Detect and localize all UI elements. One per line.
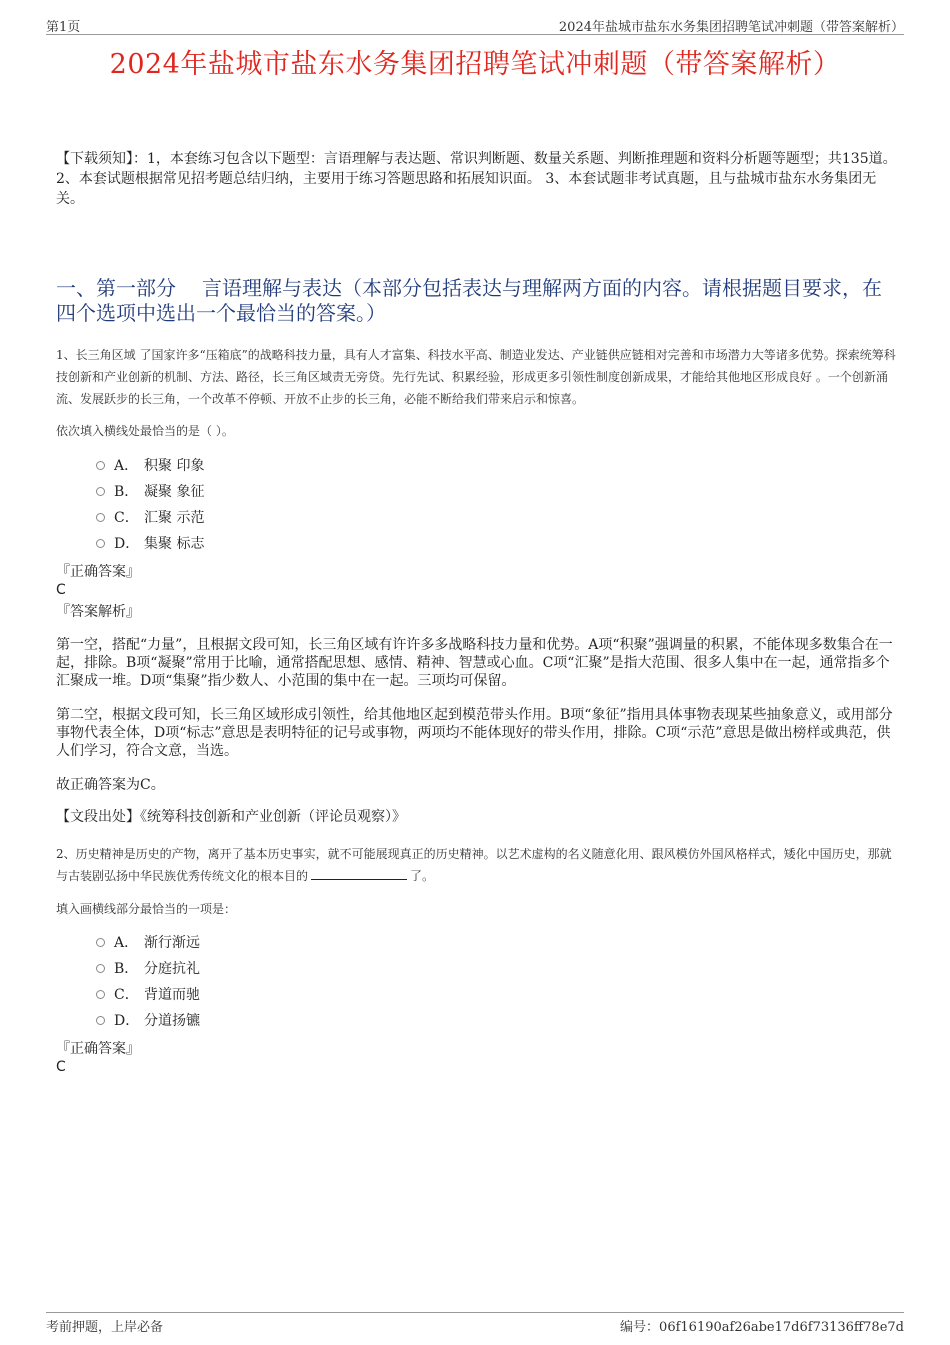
footer-slogan: 考前押题，上岸必备	[46, 1320, 164, 1335]
radio-icon[interactable]	[96, 990, 105, 999]
option-a[interactable]: A． 渐行渐远	[96, 929, 200, 955]
page-number: 第1页	[46, 20, 81, 35]
option-c[interactable]: C． 背道而驰	[96, 981, 200, 1007]
radio-icon[interactable]	[96, 539, 105, 548]
radio-icon[interactable]	[96, 938, 105, 947]
answer-value: C	[56, 582, 66, 598]
question-2-text: 2、历史精神是历史的产物，离开了基本历史事实，就不可能展现真正的历史精神。以艺术虚构的名义随意化用、跟风模仿外国风格样式，矮化中国历史，那就与古装剧弘扬中华民族优秀传统文化的根本目的 了。	[56, 847, 892, 883]
blank-line	[311, 867, 407, 880]
radio-icon[interactable]	[96, 461, 105, 470]
option-b[interactable]: B． 分庭抗礼	[96, 955, 200, 981]
source-citation: 【文段出处】《统筹科技创新和产业创新（评论员观察）》	[56, 809, 406, 825]
option-d[interactable]: D． 分道扬镳	[96, 1007, 200, 1033]
radio-icon[interactable]	[96, 1016, 105, 1025]
radio-icon[interactable]	[96, 487, 105, 496]
option-d[interactable]: D． 集聚 标志	[96, 530, 204, 556]
serial-number: 编号：06f16190af26abe17d6f73136ff78e7d	[620, 1320, 904, 1335]
analysis-paragraph-2: 第二空，根据文段可知，长三角区域形成引领性，给其他地区起到模范带头作用。B项“象征”指用具体事物表现某些抽象意义，或用部分事物代表全体，D项“标志”意思是表明特征的记号或事物，两项均不能体现好的带头作用，排除。C项“示范”意思是做出榜样或典范，供人们学习，符合文意，当选。	[56, 707, 893, 759]
download-notice: 【下载须知】：1，本套练习包含以下题型：言语理解与表达题、常识判断题、数量关系题、判断推理题和资料分析题等题型；共135道。 2、本套试题根据常见招考题总结归纳，主要用于练习答题思路和拓展知识面。 3、本套试题非考试真题，且与盐城市盐东水务集团无关。	[56, 151, 897, 207]
radio-icon[interactable]	[96, 513, 105, 522]
analysis-conclusion: 故正确答案为C。	[56, 777, 165, 793]
radio-icon[interactable]	[96, 964, 105, 973]
page-header	[46, 14, 904, 35]
answer-value: C	[56, 1059, 66, 1075]
answer-label: 『正确答案』	[56, 564, 140, 580]
option-a[interactable]: A． 积聚 印象	[96, 452, 204, 478]
section-heading-text: 言语理解与表达（本部分包括表达与理解两方面的内容。请根据题目要求，在四个选项中选出一个最恰当的答案。）	[56, 276, 882, 325]
question-1-text: 1、长三角区域 了国家许多“压箱底”的战略科技力量，具有人才富集、科技水平高、制造业发达、产业链供应链相对完善和市场潜力大等诸多优势。探索统筹科技创新和产业创新的机制、方法、路径，长三角区域责无旁贷。先行先试、积累经验，形成更多引领性制度创新成果，才能给其他地区形成良好 。一个创新涌流、发展跃步的长三角，一个改革不停顿、开放不止步的长三角，必能不断给我们带来启示和惊喜。	[56, 348, 896, 406]
page-title: 2024年盐城市盐东水务集团招聘笔试冲刺题（带答案解析）	[109, 49, 841, 80]
question-2-prompt: 填入画横线部分最恰当的一项是：	[56, 902, 237, 916]
question-2-options	[96, 929, 200, 1033]
header-doc-title: 2024年盐城市盐东水务集团招聘笔试冲刺题（带答案解析）	[558, 20, 904, 35]
option-c[interactable]: C． 汇聚 示范	[96, 504, 204, 530]
question-1-prompt: 依次填入横线处最恰当的是（ ）。	[56, 424, 234, 438]
page-footer	[46, 1312, 904, 1333]
analysis-label: 『答案解析』	[56, 604, 140, 620]
section-part: 一、第一部分	[56, 276, 176, 300]
answer-label: 『正确答案』	[56, 1041, 140, 1057]
question-1-options	[96, 452, 204, 556]
section-heading	[56, 276, 898, 326]
analysis-paragraph-1: 第一空，搭配“力量”，且根据文段可知，长三角区域有许许多多战略科技力量和优势。A项“积聚”强调量的积累，不能体现多数集合在一起，排除。B项“凝聚”常用于比喻，通常搭配思想、感情、精神、智慧或心血。C项“汇聚”是指大范围、很多人集中在一起，通常指多个汇聚成一堆。D项“集聚”指少数人、小范围的集中在一起。三项均可保留。	[56, 637, 893, 689]
option-b[interactable]: B． 凝聚 象征	[96, 478, 204, 504]
